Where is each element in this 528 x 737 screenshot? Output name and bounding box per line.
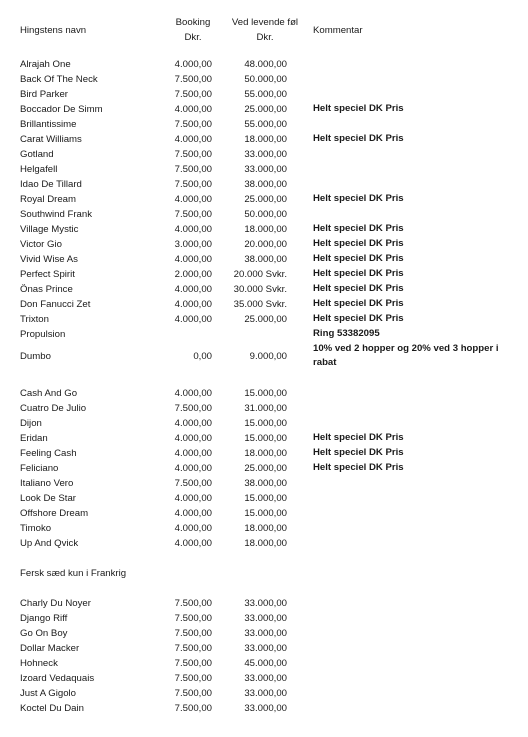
booking-price: 4.000,00 bbox=[174, 433, 212, 444]
header-comment: Kommentar bbox=[313, 25, 363, 36]
comment: Helt speciel DK Pris bbox=[313, 462, 404, 473]
booking-price: 7.500,00 bbox=[174, 89, 212, 100]
comment: Helt speciel DK Pris bbox=[313, 253, 404, 264]
table-row bbox=[0, 596, 528, 611]
booking-price: 4.000,00 bbox=[174, 299, 212, 310]
live-foal-price: 55.000,00 bbox=[244, 89, 287, 100]
live-foal-price: 15.000,00 bbox=[244, 433, 287, 444]
live-foal-price: 33.000,00 bbox=[244, 628, 287, 639]
table-row bbox=[0, 162, 528, 177]
live-foal-price: 25.000,00 bbox=[244, 314, 287, 325]
live-foal-price: 15.000,00 bbox=[244, 493, 287, 504]
stallion-name: Italiano Vero bbox=[20, 478, 74, 489]
stallion-name: Carat Williams bbox=[20, 134, 82, 145]
stallion-name: Cuatro De Julio bbox=[20, 403, 87, 414]
live-foal-price: 25.000,00 bbox=[244, 194, 287, 205]
booking-price: 4.000,00 bbox=[174, 194, 212, 205]
header-booking-line2: Dkr. bbox=[184, 32, 202, 43]
booking-price: 0,00 bbox=[193, 351, 212, 362]
live-foal-price: 33.000,00 bbox=[244, 703, 287, 714]
booking-price: 7.500,00 bbox=[174, 688, 212, 699]
live-foal-price: 9.000,00 bbox=[249, 351, 287, 362]
stallion-name: Helgafell bbox=[20, 164, 58, 175]
live-foal-price: 18.000,00 bbox=[244, 448, 287, 459]
section-label-row bbox=[0, 566, 528, 581]
live-foal-price: 18.000,00 bbox=[244, 224, 287, 235]
stallion-table bbox=[0, 57, 528, 716]
live-foal-price: 31.000,00 bbox=[244, 403, 287, 414]
live-foal-price: 33.000,00 bbox=[244, 164, 287, 175]
booking-price: 7.500,00 bbox=[174, 164, 212, 175]
stallion-name: Izoard Vedaquais bbox=[20, 673, 95, 684]
booking-price: 4.000,00 bbox=[174, 508, 212, 519]
table-row bbox=[0, 132, 528, 147]
stallion-name: Just A Gigolo bbox=[20, 688, 76, 699]
table-row bbox=[0, 476, 528, 491]
comment: Helt speciel DK Pris bbox=[313, 447, 404, 458]
table-row bbox=[0, 192, 528, 207]
stallion-name: Cash And Go bbox=[20, 388, 78, 399]
live-foal-price: 33.000,00 bbox=[244, 598, 287, 609]
comment: Helt speciel DK Pris bbox=[313, 193, 404, 204]
stallion-name: Boccador De Simm bbox=[20, 104, 103, 115]
live-foal-price: 50.000,00 bbox=[244, 74, 287, 85]
table-row bbox=[0, 207, 528, 222]
booking-price: 4.000,00 bbox=[174, 224, 212, 235]
booking-price: 4.000,00 bbox=[174, 314, 212, 325]
live-foal-price: 33.000,00 bbox=[244, 673, 287, 684]
live-foal-price: 25.000,00 bbox=[244, 463, 287, 474]
table-row bbox=[0, 641, 528, 656]
table-row bbox=[0, 102, 528, 117]
live-foal-price: 38.000,00 bbox=[244, 478, 287, 489]
comment: Ring 53382095 bbox=[313, 328, 380, 339]
live-foal-price: 38.000,00 bbox=[244, 179, 287, 190]
table-row bbox=[0, 237, 528, 252]
stallion-name: Village Mystic bbox=[20, 224, 79, 235]
booking-price: 4.000,00 bbox=[174, 523, 212, 534]
booking-price: 4.000,00 bbox=[174, 134, 212, 145]
table-row bbox=[0, 656, 528, 671]
table-row bbox=[0, 431, 528, 446]
booking-price: 2.000,00 bbox=[174, 269, 212, 280]
stallion-name: Perfect Spirit bbox=[20, 269, 75, 280]
live-foal-price: 30.000 Svkr. bbox=[233, 284, 287, 295]
table-row bbox=[0, 461, 528, 476]
stallion-name: Hohneck bbox=[20, 658, 58, 669]
live-foal-price: 45.000,00 bbox=[244, 658, 287, 669]
stallion-name: Victor Gio bbox=[20, 239, 62, 250]
table-row bbox=[0, 72, 528, 87]
stallion-name: Dijon bbox=[20, 418, 42, 429]
stallion-name: Feeling Cash bbox=[20, 448, 77, 459]
comment: Helt speciel DK Pris bbox=[313, 298, 404, 309]
table-row bbox=[0, 87, 528, 102]
header-booking-line1: Booking bbox=[175, 17, 211, 28]
live-foal-price: 38.000,00 bbox=[244, 254, 287, 265]
header-live-foal-line1: Ved levende føl bbox=[231, 17, 299, 28]
stallion-name: Southwind Frank bbox=[20, 209, 92, 220]
table-row bbox=[0, 267, 528, 282]
table-row bbox=[0, 506, 528, 521]
comment: Helt speciel DK Pris bbox=[313, 133, 404, 144]
live-foal-price: 15.000,00 bbox=[244, 388, 287, 399]
table-row bbox=[0, 147, 528, 162]
table-row bbox=[0, 222, 528, 237]
live-foal-price: 33.000,00 bbox=[244, 643, 287, 654]
table-row bbox=[0, 297, 528, 312]
live-foal-price: 50.000,00 bbox=[244, 209, 287, 220]
stallion-name: Timoko bbox=[20, 523, 52, 534]
stallion-name: Eridan bbox=[20, 433, 48, 444]
table-row bbox=[0, 536, 528, 551]
booking-price: 3.000,00 bbox=[174, 239, 212, 250]
table-row bbox=[0, 117, 528, 132]
header-booking bbox=[163, 15, 223, 45]
live-foal-price: 18.000,00 bbox=[244, 538, 287, 549]
stallion-name: Brillantissime bbox=[20, 119, 77, 130]
stallion-name: Feliciano bbox=[20, 463, 59, 474]
booking-price: 4.000,00 bbox=[174, 388, 212, 399]
table-row bbox=[0, 401, 528, 416]
stallion-name: Look De Star bbox=[20, 493, 76, 504]
table-row bbox=[0, 252, 528, 267]
section-label: Fersk sæd kun i Frankrig bbox=[20, 568, 127, 579]
stallion-name: Trixton bbox=[20, 314, 49, 325]
booking-price: 4.000,00 bbox=[174, 254, 212, 265]
live-foal-price: 25.000,00 bbox=[244, 104, 287, 115]
booking-price: 4.000,00 bbox=[174, 59, 212, 70]
comment: Helt speciel DK Pris bbox=[313, 103, 404, 114]
table-row bbox=[0, 177, 528, 192]
table-row bbox=[0, 611, 528, 626]
stallion-name: Back Of The Neck bbox=[20, 74, 98, 85]
table-row bbox=[0, 626, 528, 641]
booking-price: 4.000,00 bbox=[174, 493, 212, 504]
stallion-name: Bird Parker bbox=[20, 89, 68, 100]
booking-price: 7.500,00 bbox=[174, 598, 212, 609]
table-row bbox=[0, 446, 528, 461]
booking-price: 4.000,00 bbox=[174, 284, 212, 295]
booking-price: 7.500,00 bbox=[174, 74, 212, 85]
stallion-name: Propulsion bbox=[20, 329, 66, 340]
booking-price: 7.500,00 bbox=[174, 478, 212, 489]
booking-price: 4.000,00 bbox=[174, 104, 212, 115]
booking-price: 7.500,00 bbox=[174, 658, 212, 669]
live-foal-price: 18.000,00 bbox=[244, 134, 287, 145]
table-row bbox=[0, 701, 528, 716]
comment: 10% ved 2 hopper og 20% ved 3 hopper i rabat bbox=[313, 343, 499, 368]
stallion-name: Idao De Tillard bbox=[20, 179, 82, 190]
comment: Helt speciel DK Pris bbox=[313, 238, 404, 249]
live-foal-price: 20.000 Svkr. bbox=[233, 269, 287, 280]
stallion-name: Gotland bbox=[20, 149, 54, 160]
table-row bbox=[0, 491, 528, 506]
table-row bbox=[0, 327, 528, 342]
stallion-name: Alrajah One bbox=[20, 59, 71, 70]
booking-price: 7.500,00 bbox=[174, 119, 212, 130]
live-foal-price: 15.000,00 bbox=[244, 508, 287, 519]
header-live-foal bbox=[228, 15, 302, 45]
booking-price: 7.500,00 bbox=[174, 209, 212, 220]
live-foal-price: 20.000,00 bbox=[244, 239, 287, 250]
comment: Helt speciel DK Pris bbox=[313, 313, 404, 324]
booking-price: 4.000,00 bbox=[174, 448, 212, 459]
comment: Helt speciel DK Pris bbox=[313, 223, 404, 234]
stallion-name: Up And Qvick bbox=[20, 538, 79, 549]
booking-price: 7.500,00 bbox=[174, 673, 212, 684]
live-foal-price: 15.000,00 bbox=[244, 418, 287, 429]
live-foal-price: 55.000,00 bbox=[244, 119, 287, 130]
table-row bbox=[0, 521, 528, 536]
header-live-foal-line2: Dkr. bbox=[256, 32, 274, 43]
table-row bbox=[0, 386, 528, 401]
table-row bbox=[0, 671, 528, 686]
booking-price: 7.500,00 bbox=[174, 643, 212, 654]
booking-price: 4.000,00 bbox=[174, 418, 212, 429]
booking-price: 7.500,00 bbox=[174, 613, 212, 624]
booking-price: 7.500,00 bbox=[174, 149, 212, 160]
live-foal-price: 48.000,00 bbox=[244, 59, 287, 70]
booking-price: 7.500,00 bbox=[174, 703, 212, 714]
booking-price: 7.500,00 bbox=[174, 628, 212, 639]
table-row bbox=[0, 416, 528, 431]
table-row bbox=[0, 57, 528, 72]
table-row bbox=[0, 342, 528, 371]
live-foal-price: 35.000 Svkr. bbox=[233, 299, 287, 310]
stallion-name: Vivid Wise As bbox=[20, 254, 78, 265]
comment: Helt speciel DK Pris bbox=[313, 283, 404, 294]
booking-price: 7.500,00 bbox=[174, 179, 212, 190]
table-row bbox=[0, 312, 528, 327]
live-foal-price: 33.000,00 bbox=[244, 149, 287, 160]
live-foal-price: 18.000,00 bbox=[244, 523, 287, 534]
stallion-name: Don Fanucci Zet bbox=[20, 299, 91, 310]
table-row bbox=[0, 686, 528, 701]
stallion-name: Koctel Du Dain bbox=[20, 703, 84, 714]
booking-price: 4.000,00 bbox=[174, 538, 212, 549]
stallion-name: Offshore Dream bbox=[20, 508, 89, 519]
header-stallion-name: Hingstens navn bbox=[20, 25, 87, 36]
stallion-name: Dumbo bbox=[20, 351, 51, 362]
stallion-name: Royal Dream bbox=[20, 194, 76, 205]
stallion-name: Dollar Macker bbox=[20, 643, 80, 654]
table-row bbox=[0, 282, 528, 297]
booking-price: 4.000,00 bbox=[174, 463, 212, 474]
stallion-name: Charly Du Noyer bbox=[20, 598, 91, 609]
comment: Helt speciel DK Pris bbox=[313, 268, 404, 279]
stallion-name: Go On Boy bbox=[20, 628, 68, 639]
live-foal-price: 33.000,00 bbox=[244, 613, 287, 624]
live-foal-price: 33.000,00 bbox=[244, 688, 287, 699]
stallion-name: Önas Prince bbox=[20, 284, 73, 295]
comment: Helt speciel DK Pris bbox=[313, 432, 404, 443]
stallion-name: Django Riff bbox=[20, 613, 68, 624]
booking-price: 7.500,00 bbox=[174, 403, 212, 414]
